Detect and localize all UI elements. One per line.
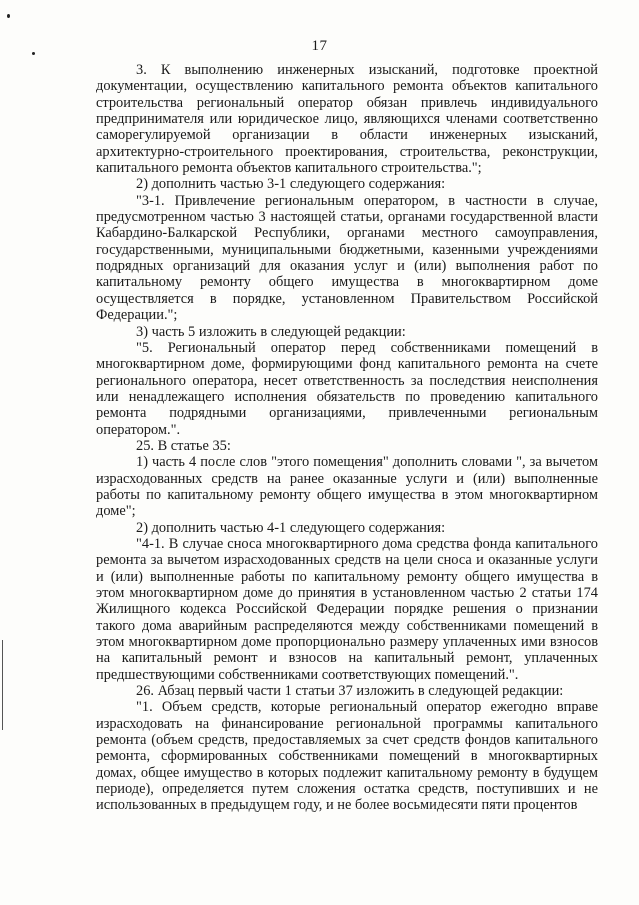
paragraph: 2) дополнить частью 4-1 следующего содержания: — [136, 519, 446, 536]
paragraph: 2) дополнить частью 3-1 следующего содержания: — [136, 176, 446, 193]
paragraph: 3. К выполнению инженерных изысканий, подготовке проектной документации, осуществлению капитального ремонта объектов капитального строительства региональный оператор обязан привлечь индивидуального предпринимателя или юридическое лицо, являющихся членами соответственно саморегулируемой организации в области инженерных изысканий, архитектурно-строительного проектирования, строительства, реконструкции, капитального ремонта объектов капитального строительства."; — [96, 62, 598, 177]
scan-speck — [7, 14, 10, 18]
binding-edge-mark — [2, 640, 3, 730]
paragraph: 1) часть 4 после слов "этого помещения" дополнить словами ", за вычетом израсходованных средств на ранее оказанные услуги и (или) выполненные работы по капитальному ремонту общего имущества в этом многоквартирном доме"; — [96, 454, 598, 520]
paragraph: "5. Региональный оператор перед собственниками помещений в многоквартирном доме, формирующими фонд капитального ремонта на счете регионального оператора, несет ответственность за последствия неисполнения или ненадлежащего исполнения обязательств по проведению капитального ремонта подрядными организациями, привлеченными региональным оператором.". — [96, 339, 598, 438]
paragraph: 26. Абзац первый части 1 статьи 37 изложить в следующей редакции: — [136, 683, 564, 700]
paragraph: "4-1. В случае сноса многоквартирного дома средства фонда капитального ремонта за вычетом израсходованных средств на цели сноса и оказанные услуги и (или) выполненные работы по капитальному ремонту общего имущества в этом многоквартирном доме до принятия в установленном частью 2 статьи 174 Жилищного кодекса Российской Федерации порядке решения о признании такого дома аварийным распределяются между собственниками помещений в этом многоквартирном доме пропорционально размеру уплаченных ими взносов на капитальный ремонт и взносов на капитальный ремонт, уплаченных предшествующими собственниками соответствующих помещений.". — [96, 535, 598, 683]
paragraph: "1. Объем средств, которые региональный оператор ежегодно вправе израсходовать на финансирование региональной программы капитального ремонта (объем средств, предоставляемых за счет средств фондов капитального ремонта, сформированных собственниками помещений в многоквартирных домах, общее имущество в которых подлежит капитальному ремонту в будущем периоде), определяется путем сложения остатка средств, поступивших и не использованных в предыдущем году, и не более восьмидесяти пяти процентов — [96, 699, 598, 814]
paragraph: 25. В статье 35: — [136, 437, 231, 454]
paragraph: 3) часть 5 изложить в следующей редакции: — [136, 323, 406, 340]
paragraph: "3-1. Привлечение региональным оператором, в частности в случае, предусмотренном частью 3 настоящей статьи, органами государственной власти Кабардино-Балкарской Республики, органами местного самоуправления, государственными, муниципальными бюджетными, казенными учреждениями подрядных организаций для оказания услуг и (или) выполнения работ по капитальному ремонту общего имущества в многоквартирном доме осуществляется в порядке, установленном Правительством Российской Федерации."; — [96, 192, 598, 324]
page-number: 17 — [311, 38, 328, 54]
document-body — [96, 62, 598, 814]
